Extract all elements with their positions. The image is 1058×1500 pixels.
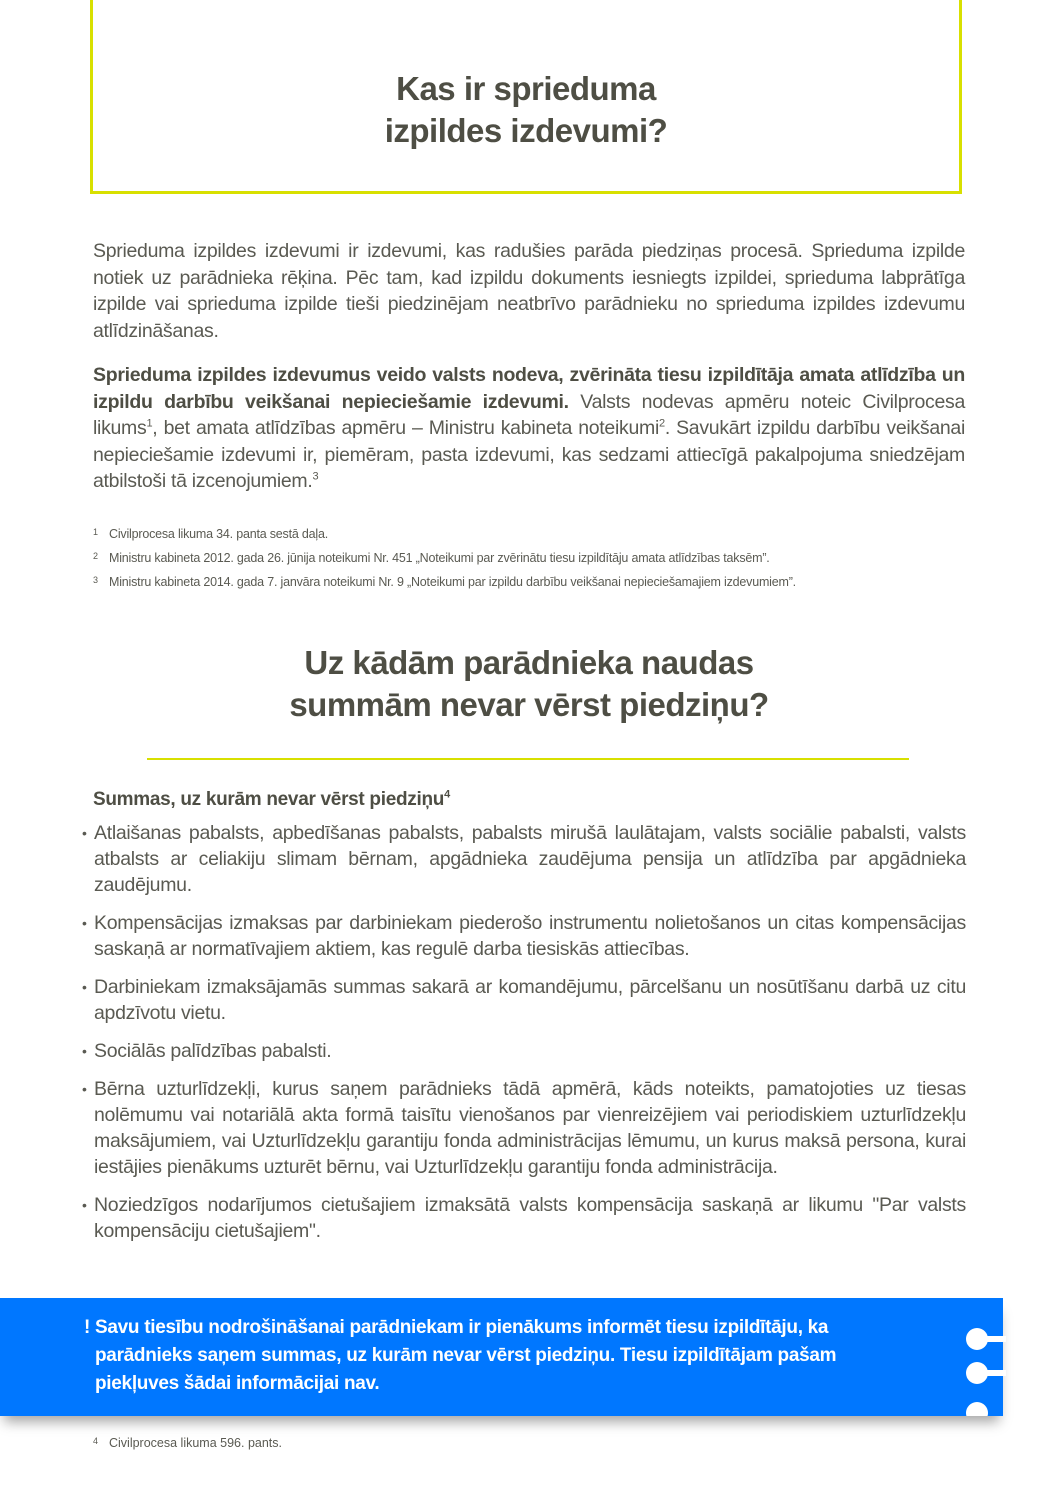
section2-divider — [147, 758, 909, 760]
footnote-num: 1 — [93, 527, 98, 537]
paragraph2-text-a: Valsts nodevas apmēru noteic Civilprocesa likums — [93, 390, 965, 439]
footnote-1 — [93, 522, 796, 546]
footnote-2 — [93, 546, 796, 570]
exempt-sums-list — [82, 820, 966, 1256]
subheading-text: Summas, uz kurām nevar vērst piedziņu — [93, 789, 445, 810]
notice-banner — [0, 1298, 1003, 1416]
list-item — [82, 820, 966, 898]
footnote-text: Ministru kabineta 2014. gada 7. janvāra noteikumi Nr. 9 „Noteikumi par izpildu darbību veikšanai nepieciešamajiem izdevumiem”. — [109, 575, 796, 589]
bullet-icon: • — [82, 1197, 87, 1213]
section1-title — [385, 68, 668, 152]
circuit-node-icon — [966, 1402, 1006, 1416]
notice-line-2: parādnieks saņem summas, uz kurām nevar vērst piedziņu. Tiesu izpildītājam pašam — [95, 1345, 837, 1366]
circuit-node-icon — [966, 1328, 1006, 1352]
circuit-node-icon — [966, 1362, 1006, 1386]
list-item-text: Kompensācijas izmaksas par darbiniekam piederošo instrumentu nolietošanos un citas kompensācijas saskaņā ar normatīvajiem aktiem, kas regulē darba tiesiskās attiecības. — [94, 912, 966, 960]
notice-text — [84, 1314, 954, 1398]
paragraph2-text-c: . Savukārt izpildu darbību veikšanai nepieciešamie izdevumi ir, piemēram, pasta izdevumi, kas sedzami attiecīgā pakalpojuma sniedzējam atbilstoši tā izcenojumiem. — [93, 417, 965, 492]
section1-title-line2: izpildes izdevumi? — [384, 112, 668, 149]
footnote-num: 4 — [93, 1436, 99, 1446]
footnote-ref-4: 4 — [444, 788, 450, 801]
footnotes — [93, 522, 796, 594]
footnote-num: 2 — [93, 551, 98, 561]
section1-paragraph1: Sprieduma izpildes izdevumi ir izdevumi, kas radušies parāda piedziņas procesā. Sprieduma izpilde notiek uz parādnieka rēķina. Pēc tam, kad izpildu dokuments iesniegts izpildei, sprieduma labprātīga izpilde vai sprieduma izpilde tieši piedzinējam neatbrīvo parādnieku no sprieduma izpildes izdevumu atlīdzināšanas. — [93, 240, 965, 342]
list-item — [82, 910, 966, 962]
section1-title-line1: Kas ir sprieduma — [396, 70, 656, 107]
notice-line-1: ! Savu tiesību nodrošināšanai parādniekam ir pienākums informēt tiesu izpildītāju, ka — [84, 1317, 829, 1338]
list-item-text: Atlaišanas pabalsts, apbedīšanas pabalsts, pabalsts mirušā laulātajam, valsts sociālie pabalsti, valsts atbalsts ar celiakiju slimam bērnam, apgādnieka zaudējuma pensija un atlīdzība par apgādnieka zaudējumu. — [94, 822, 966, 896]
list-item-text: Sociālās palīdzības pabalsti. — [94, 1040, 332, 1062]
list-item — [82, 1076, 966, 1180]
footnote-ref-2: 2 — [658, 417, 665, 430]
section2-title-line2: summām nevar vērst piedziņu? — [289, 686, 769, 723]
section2-subheading — [93, 789, 450, 811]
footnote-text: Civilprocesa likuma 596. pants. — [109, 1436, 282, 1450]
bullet-icon: • — [82, 1081, 87, 1097]
section1-title-box — [90, 0, 962, 194]
list-item-text: Darbiniekam izmaksājamās summas sakarā ar komandējumu, pārcelšanu un nosūtīšanu darbā uz citu apdzīvotu vietu. — [94, 976, 966, 1024]
footnote-4 — [93, 1436, 282, 1450]
footnote-3 — [93, 570, 796, 594]
list-item — [82, 1192, 966, 1244]
section2-title — [0, 642, 1058, 726]
bullet-icon: • — [82, 1043, 87, 1059]
footnote-num: 3 — [93, 575, 98, 585]
footnote-ref-1: 1 — [146, 417, 153, 430]
list-item — [82, 1038, 966, 1064]
section2-title-line1: Uz kādām parādnieka naudas — [304, 644, 754, 681]
list-item-text: Bērna uzturlīdzekļi, kurus saņem parādnieks tādā apmērā, kāds noteikts, pamatojoties uz tiesas nolēmumu vai notariālā akta formā taisītu vienošanos par vienreizējiem vai periodiskiem uzturlīdzekļu maksājumiem, vai Uzturlīdzekļu garantiju fonda administrācijas lēmumu, un kurus maksā persona, kurai iestājies pienākums uzturēt bērnu, vai Uzturlīdzekļu garantiju fonda administrācija. — [94, 1078, 966, 1178]
paragraph2-text-b: , bet amata atlīdzības apmēru – Ministru kabineta noteikumi — [152, 417, 659, 439]
section1-paragraph2 — [93, 362, 965, 495]
paragraph2-bold: Sprieduma izpildes izdevumus veido valsts nodeva, zvērināta tiesu izpildītāja amata atlīdzība un izpildu darbību veikšanai nepieciešamie izdevumi. — [93, 364, 965, 413]
list-item-text: Noziedzīgos nodarījumos cietušajiem izmaksātā valsts kompensācija saskaņā ar likumu "Par valsts kompensāciju cietušajiem". — [94, 1194, 966, 1242]
section2-title-wrap — [0, 642, 1058, 726]
notice-line-3: piekļuves šādai informācijai nav. — [95, 1373, 380, 1394]
bullet-icon: • — [82, 915, 87, 931]
footnote-ref-3: 3 — [312, 470, 319, 483]
bullet-icon: • — [82, 979, 87, 995]
footnote-text: Ministru kabineta 2012. gada 26. jūnija noteikumi Nr. 451 „Noteikumi par zvērinātu tiesu izpildītāju amata atlīdzības taksēm”. — [109, 551, 770, 565]
footnote-text: Civilprocesa likuma 34. panta sestā daļa. — [109, 527, 329, 541]
bullet-icon: • — [82, 825, 87, 841]
list-item — [82, 974, 966, 1026]
